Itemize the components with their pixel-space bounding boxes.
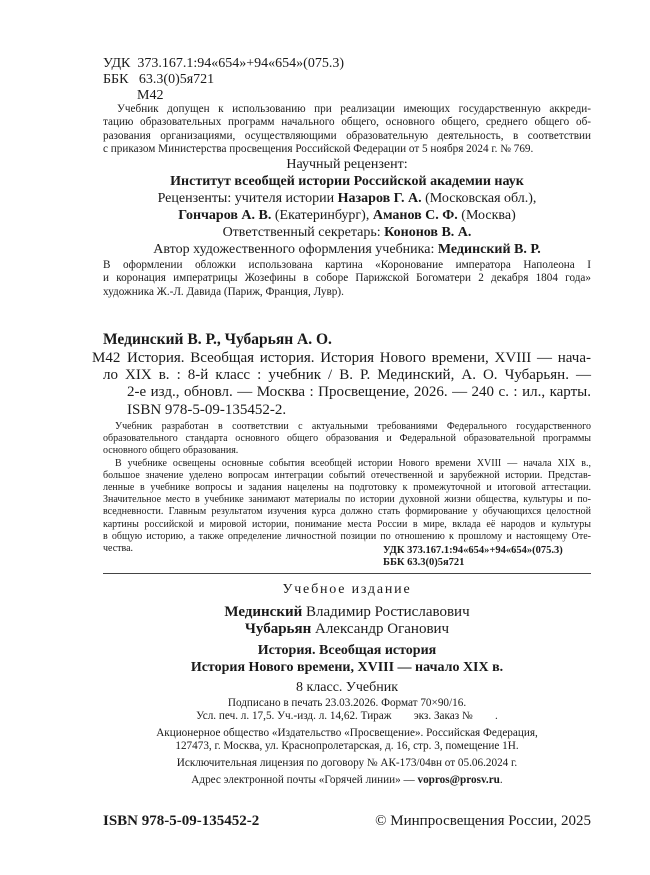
cover-note-line: и коронация императрицы Жозефины в соборе Парижской Богоматери 2 декабря 1804 года»: [103, 272, 591, 285]
reviewer-place: (Московская обл.),: [421, 191, 537, 206]
author-mark-top: М42: [137, 88, 164, 103]
annotation-udk: УДК 373.167.1:94«654»+94«654»(075.3): [383, 545, 563, 556]
reviewer-place: (Москва): [457, 208, 516, 223]
scientific-reviewer-label: Научный рецензент:: [286, 157, 408, 172]
reviewer-name: Назаров Г. А.: [337, 191, 422, 206]
annotation: [103, 421, 591, 555]
bib-record: [127, 350, 591, 367]
edition-type: Учебное издание: [282, 582, 412, 597]
grade-line: 8 класс. Учебник: [295, 680, 398, 695]
imprint-author-1: [103, 603, 591, 621]
reviewer-institute: Институт всеобщей истории Российской академии наук: [170, 174, 524, 189]
cover-note-line: художника Ж.-Л. Давида (Париж, Франция, Лувр).: [103, 285, 344, 298]
annotation-line: чества.: [103, 543, 134, 555]
bib-record-cont: [103, 367, 591, 419]
bib-isbn: ISBN 978-5-09-135452-2.: [127, 402, 287, 418]
annotation-line: вседневности. Главным результатом изучения курса должно стать формирование у обучающихся целостной: [103, 506, 591, 518]
reviewer-name: Гончаров А. В.: [178, 208, 272, 223]
approval-line: разования организациями, осуществляющими образовательную деятельность, в соответствии: [103, 129, 591, 142]
footer-isbn: ISBN 978-5-09-135452-2: [103, 813, 260, 829]
section-divider: [103, 573, 591, 574]
reviewer-name: Аманов С. Ф.: [372, 208, 458, 223]
license-line: Исключительная лицензия по договору № АК-173/04вн от 05.06.2024 г.: [176, 757, 518, 769]
udk-line: [103, 56, 344, 72]
author-surname: Мединский: [224, 604, 303, 620]
secretary-line: [103, 225, 591, 241]
artist-name: Мединский В. Р.: [437, 242, 541, 257]
reviewers-line-2: [103, 208, 591, 224]
udk-label: УДК: [103, 56, 131, 71]
signed-line: Подписано в печать 23.03.2026. Формат 70×90/16.: [227, 697, 467, 709]
bbk-value: 63.3(0)5я721: [138, 72, 215, 87]
reviewer-place: (Екатеринбург),: [271, 208, 373, 223]
footer-copyright: © Минпросвещения России, 2025: [375, 813, 591, 829]
annotation-line: Значительное место в учебнике занимают материалы по истории духовной жизни общества, культуры и по-: [103, 494, 591, 506]
author-given-names: Александр Оганович: [311, 621, 450, 637]
approval-line: тацию образовательных программ начального общего, основного общего, среднего общего об-: [103, 116, 591, 129]
email-line: [103, 774, 591, 787]
email-suffix: .: [499, 774, 503, 786]
book-title-2: История Нового времени, XVIII — начало XIX в.: [190, 660, 504, 675]
publisher-line-1: Акционерное общество «Издательство «Просвещение». Российская Федерация,: [156, 727, 538, 739]
annotation-line: большое значение уделено вопросам интеграции событий отечественной и зарубежной истории. Представ-: [103, 469, 591, 481]
book-title-1: История. Всеобщая история: [257, 643, 437, 658]
artist-line: [103, 242, 591, 258]
approval-line: Учебник допущен к использованию при реализации имеющих государственную аккреди-: [117, 103, 591, 115]
bib-line: ло XIX в. : 8-й класс : учебник / В. Р. Мединский, А. О. Чубарьян. —: [103, 367, 591, 383]
annotation-line: Учебник разработан в соответствии с актуальными требованиями Федерального государственного: [115, 421, 591, 432]
bib-line: История. Всеобщая история. История Нового времени, XVIII — нача-: [127, 350, 591, 366]
secretary-name: Кононов В. А.: [384, 225, 472, 240]
reviewers-prefix: Рецензенты: учителя истории: [157, 191, 338, 206]
bbk-label: ББК: [103, 72, 129, 87]
annotation-bbk: ББК 63.3(0)5я721: [383, 557, 465, 568]
author-given-names: Владимир Ростиславович: [302, 604, 470, 620]
annotation-line: ленные в учебнике вопросы и задания нацелены на подготовку к промежуточной и итоговой аттестации.: [103, 482, 591, 494]
udk-value: 373.167.1:94«654»+94«654»(075.3): [137, 56, 344, 71]
annotation-line: основного общего образования.: [103, 445, 239, 457]
bib-author-mark: М42: [92, 350, 121, 366]
annotation-line: в общую историю, а также определение личностной позиции по отношению к прошлому и настоящему Оте-: [103, 530, 591, 542]
artist-prefix: Автор художественного оформления учебника:: [153, 242, 438, 257]
hotline-email: vopros@prosv.ru: [417, 774, 500, 786]
bib-line: 2-е изд., обновл. — Москва : Просвещение, 2026. — 240 с. : ил., карты.: [127, 384, 591, 400]
bbk-line: [103, 72, 214, 88]
secretary-prefix: Ответственный секретарь:: [222, 225, 385, 240]
publisher-line-2: 127473, г. Москва, ул. Краснопролетарская, д. 16, стр. 3, помещение 1Н.: [175, 740, 519, 752]
cover-note-line: В оформлении обложки использована картина «Коронование императора Наполеона I: [103, 259, 591, 271]
approval-note: [103, 103, 591, 157]
bib-authors: Мединский В. Р., Чубарьян А. О.: [103, 331, 332, 348]
imprint-author-2: [103, 620, 591, 638]
reviewers-line-1: [103, 191, 591, 207]
annotation-line: В учебнике освещены основные события всеобщей истории Нового времени XVIII — начала XIX в.,: [115, 457, 591, 469]
author-surname: Чубарьян: [244, 621, 312, 637]
annotation-line: образовательного стандарта основного общего образования и Федеральной образовательной программы: [103, 433, 591, 445]
sheets-line: Усл. печ. л. 17,5. Уч.-изд. л. 14,62. Тираж экз. Заказ № .: [196, 710, 498, 722]
cover-note: [103, 259, 591, 299]
approval-line: с приказом Министерства просвещения Российской Федерации от 5 ноября 2024 г. № 769.: [103, 143, 534, 156]
annotation-line: картины российской и мировой истории, понимание места России в мире, вклада её народов и культуры: [103, 518, 591, 530]
email-prefix: Адрес электронной почты «Горячей линии» —: [191, 774, 418, 786]
